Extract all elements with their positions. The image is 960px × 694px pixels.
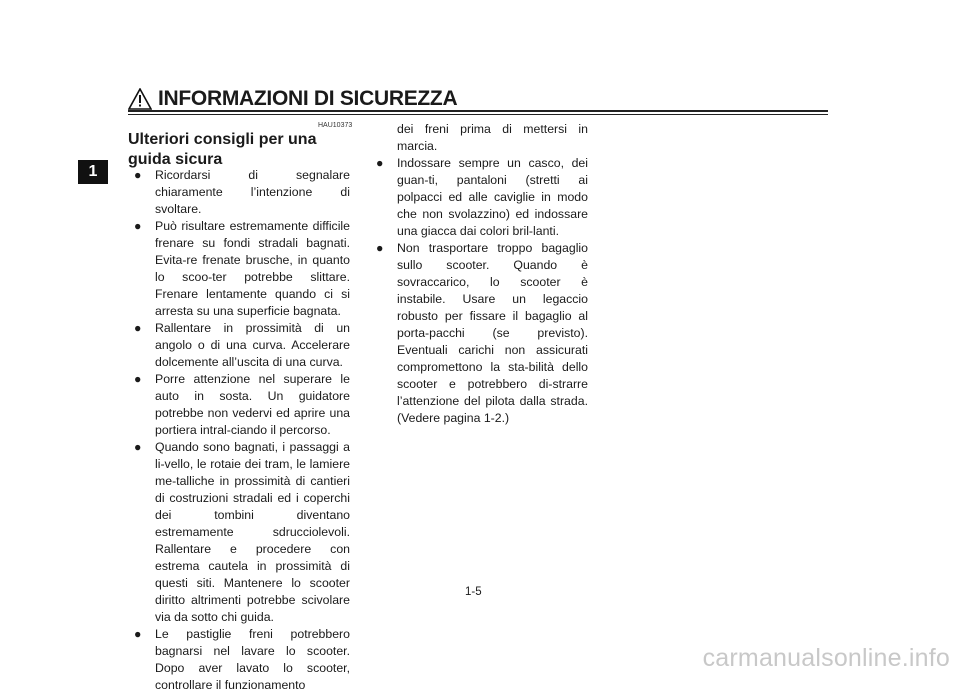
bullet-item: ● Rallentare in prossimità di un angolo o di una curva. Accelerare dolcemente all’uscita di una curva. <box>134 321 350 369</box>
bullet-item: ● Può risultare estremamente difficile frenare su fondi stradali bagnati. Evita-re frenate brusche, in quanto lo scoo-ter potrebbe slittare. Frenare lentamente quando ci si arresta su una superficie bagnata. <box>134 219 350 318</box>
watermark: carmanualsonline.info <box>702 644 950 672</box>
bullet-item: ● Le pastiglie freni potrebbero bagnarsi nel lavare lo scooter. Dopo aver lavato lo scooter, controllare il funzionamento <box>134 627 350 692</box>
bullet-item: ● Porre attenzione nel superare le auto in sosta. Un guidatore potrebbe non vedervi ed aprire una portiera intral-ciando il percorso. <box>134 372 350 437</box>
bullet-icon: ● <box>134 372 142 386</box>
warning-triangle-icon <box>128 88 152 110</box>
bullet-icon: ● <box>376 156 384 170</box>
header-rule-thin <box>128 114 828 115</box>
bullet-item: ● Quando sono bagnati, i passaggi a li-vello, le rotaie dei tram, le lamiere me-talliche in prossimità di cantieri di costruzioni stradali ed i coperchi dei tombini diventano estremamente sdrucciolevoli. Rallentare e procedere con estrema cautela in prossimità di questi siti. Mantenere lo scooter diritto altrimenti potrebbe scivolare via da sotto chi guida. <box>134 440 350 624</box>
continuation-text: dei freni prima di mettersi in marcia. <box>397 122 588 153</box>
bullet-item: ● Ricordarsi di segnalare chiaramente l’intenzione di svoltare. <box>134 168 350 216</box>
bullet-item: ● Indossare sempre un casco, dei guan-ti, pantaloni (stretti ai polpacci ed alle caviglie in modo che non svolazzino) ed indossare una giacca dai colori bril-lanti. <box>376 156 588 238</box>
bullet-icon: ● <box>134 321 142 335</box>
bullet-icon: ● <box>134 168 142 182</box>
document-code: HAU10373 <box>318 122 353 129</box>
header-title: INFORMAZIONI DI SICUREZZA <box>158 87 458 110</box>
bullet-icon: ● <box>376 241 384 255</box>
bullet-item: ● Non trasportare troppo bagaglio sullo scooter. Quando è sovraccarico, lo scooter è instabile. Usare un legaccio robusto per fissare il bagaglio al porta-pacchi (se previsto). Eventuali carichi non assicurati compromettono la sta-bilità dello scooter e potrebbero di-strarre l’attenzione del pilota dalla strada. (Vedere pagina 1-2.) <box>376 241 588 425</box>
bullet-icon: ● <box>134 627 142 641</box>
header-rule <box>128 110 828 112</box>
page-number: 1-5 <box>465 586 482 598</box>
column-left <box>134 167 350 694</box>
bullet-icon: ● <box>134 219 142 233</box>
column-right <box>376 121 588 427</box>
bullet-icon: ● <box>134 440 142 454</box>
chapter-tab: 1 <box>78 160 108 184</box>
section-title: Ulteriori consigli per una guida sicura <box>128 131 317 168</box>
